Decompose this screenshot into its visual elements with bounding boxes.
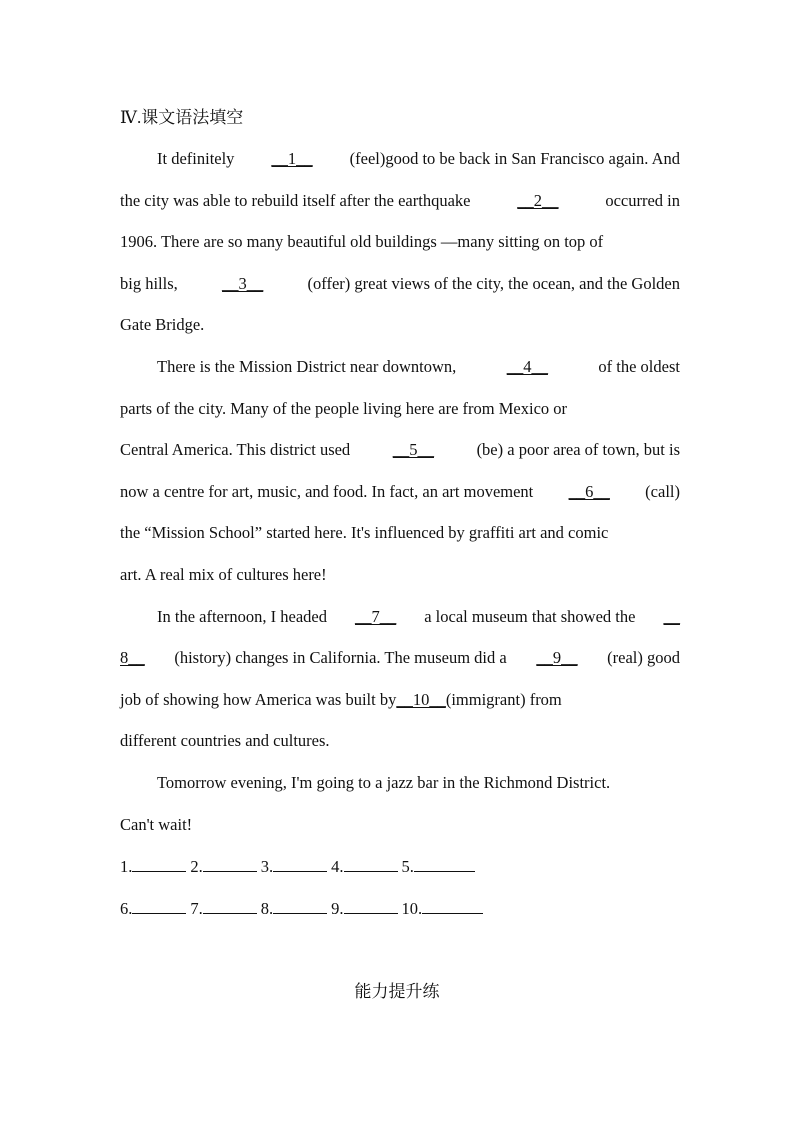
passage-text: big hills, [120, 274, 178, 293]
passage-text: (history) changes in California. The museum did a [174, 648, 507, 667]
passage-text: (immigrant) from [445, 690, 562, 709]
passage-line [120, 397, 680, 421]
answer-number: 1. [120, 857, 133, 876]
blank-number: 8__ [120, 648, 145, 667]
answer-slot[interactable] [190, 897, 256, 921]
answer-number: 7. [190, 899, 203, 918]
answer-number: 9. [331, 899, 344, 918]
answer-row-2 [120, 897, 487, 921]
answer-slot[interactable] [190, 855, 256, 879]
blank-number: __10__ [396, 690, 446, 709]
answer-slot[interactable] [261, 855, 327, 879]
passage-text: parts of the city. Many of the people living here are from Mexico or [120, 399, 568, 418]
answer-number: 8. [260, 899, 274, 918]
section-title: 能力提升练 [354, 982, 440, 1001]
passage-line [157, 605, 680, 629]
passage-text: (call) [645, 482, 680, 501]
blank-number: __7__ [354, 607, 397, 626]
blank-number: __6__ [568, 482, 610, 501]
passage-text: (offer) great views of the city, the ocean, and the Golden [307, 274, 680, 293]
answer-blank-line[interactable] [203, 897, 257, 914]
passage-line [120, 230, 680, 254]
passage-line [120, 480, 680, 504]
blank-number: __3__ [222, 274, 264, 293]
answer-blank-line[interactable] [344, 855, 398, 872]
answer-slot[interactable] [120, 897, 186, 921]
passage-text: now a centre for art, music, and food. In fact, an art movement [120, 482, 534, 501]
answer-blank-line[interactable] [203, 855, 257, 872]
answer-blank-line[interactable] [422, 897, 483, 914]
answer-number: 6. [120, 899, 133, 918]
passage-text: (real) good [607, 648, 680, 667]
passage-line [120, 729, 680, 753]
passage-line [120, 272, 680, 296]
passage-line [120, 189, 680, 213]
blank-number: __4__ [506, 357, 548, 376]
passage-line [120, 438, 680, 462]
answer-blank-line[interactable] [273, 897, 327, 914]
passage-text: job of showing how America was built by [120, 690, 397, 709]
passage-line [120, 521, 680, 545]
passage-text: art. A real mix of cultures here! [120, 565, 327, 584]
passage-text: Central America. This district used [120, 440, 351, 459]
section-heading: Ⅳ.课文语法填空 [120, 108, 244, 127]
passage-line [120, 313, 680, 337]
passage-text: the city was able to rebuild itself after the earthquake [120, 191, 471, 210]
answer-slot[interactable] [402, 897, 484, 921]
passage-line [120, 646, 680, 670]
passage-line [157, 771, 680, 795]
passage-text: Can't wait! [120, 815, 193, 834]
blank-number: __2__ [517, 191, 559, 210]
answer-blank-line[interactable] [132, 855, 186, 872]
passage-text: different countries and cultures. [120, 731, 330, 750]
answer-slot[interactable] [331, 897, 397, 921]
answer-slot[interactable] [261, 897, 327, 921]
passage-line [157, 355, 680, 379]
passage-text: (be) a poor area of town, but is [476, 440, 680, 459]
answer-number: 4. [331, 857, 344, 876]
answer-slot[interactable] [402, 855, 475, 879]
passage-text: In the afternoon, I headed [157, 607, 327, 626]
passage-text: a local museum that showed the [424, 607, 636, 626]
passage-text: There is the Mission District near downtown, [157, 357, 457, 376]
passage-line [120, 813, 680, 837]
passage-text: Tomorrow evening, I'm going to a jazz bar in the Richmond District. [157, 773, 611, 792]
answer-number: 3. [260, 857, 274, 876]
answer-slot[interactable] [331, 855, 397, 879]
passage-text: occurred in [605, 191, 680, 210]
answer-blank-line[interactable] [273, 855, 327, 872]
passage-line [157, 147, 680, 171]
passage-text: Gate Bridge. [120, 315, 205, 334]
answer-blank-line[interactable] [132, 897, 186, 914]
passage-text: 1906. There are so many beautiful old buildings —many sitting on top of [120, 232, 604, 251]
blank-number: __5__ [392, 440, 434, 459]
passage-text: (feel)good to be back in San Francisco again. And [349, 149, 680, 168]
passage-line [120, 563, 680, 587]
passage-text: the “Mission School” started here. It's influenced by graffiti art and comic [120, 523, 609, 542]
answer-slot[interactable] [120, 855, 186, 879]
answer-number: 5. [401, 857, 414, 876]
blank-number: __1__ [271, 149, 313, 168]
passage-text: It definitely [157, 149, 235, 168]
answer-number: 2. [190, 857, 203, 876]
answer-row-1 [120, 855, 479, 879]
answer-blank-line[interactable] [414, 855, 475, 872]
passage-text: of the oldest [598, 357, 680, 376]
passage-line [120, 688, 680, 712]
answer-number: 10. [401, 899, 423, 918]
blank-number: __9__ [536, 648, 578, 667]
blank-number: __ [663, 607, 680, 626]
answer-blank-line[interactable] [344, 897, 398, 914]
